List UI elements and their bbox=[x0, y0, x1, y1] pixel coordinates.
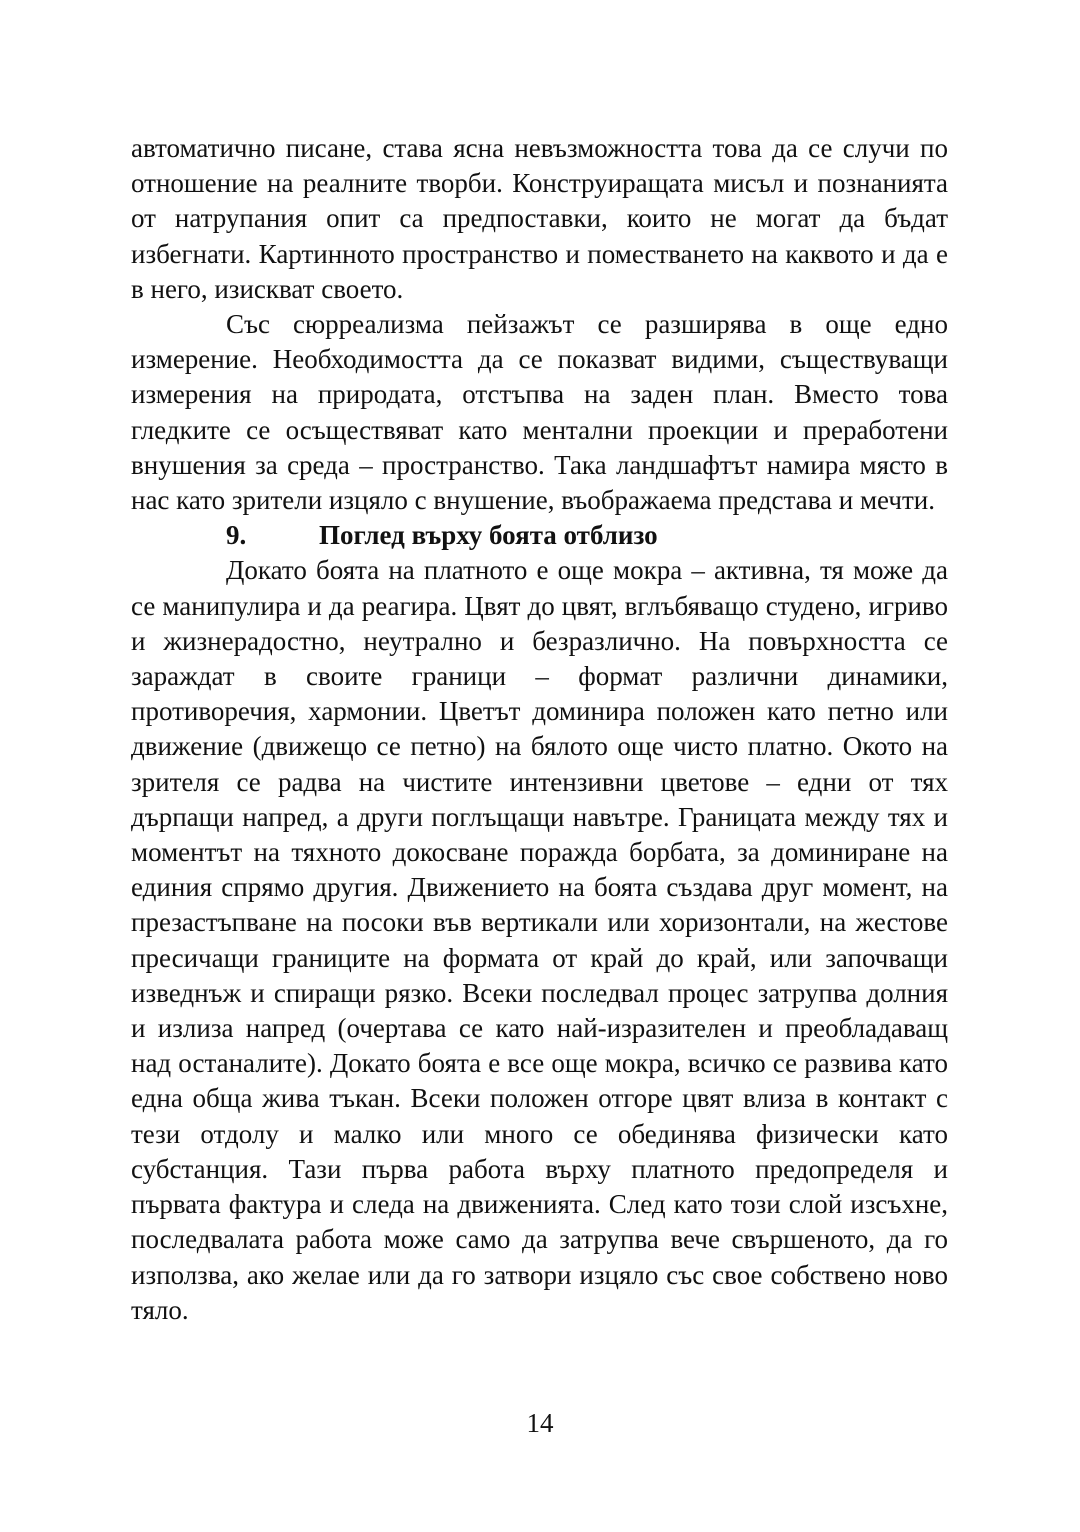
paragraph-continued: автоматично писане, става ясна невъзможността това да се случи по отношение на реалните творби. Конструиращата мисъл и познанията от натрупания опит са предпоставки, които не могат да бъдат избегнати. Картинното пространство и поместването на каквото и да е в него, изискват своето. bbox=[131, 133, 948, 304]
section-number: 9. bbox=[226, 520, 247, 551]
document-page bbox=[131, 131, 948, 1328]
section-title: Поглед върху боята отблизо bbox=[319, 520, 658, 551]
section-heading bbox=[131, 518, 948, 553]
paragraph-paint-closeup: Докато боята на платното е още мокра – активна, тя може да се манипулира и да реагира. Цвят до цвят, вглъбяващо студено, игриво и жизнерадостно, неутрално и безразлично. На повърхността се зараждат в своите граници – формат различни динамики, противоречия, хармонии. Цветът доминира положен като петно или движение (движещо се петно) на бялото още чисто платно. Окото на зрителя се радва на чистите интензивни цветове – едни от тях дърпащи напред, а други поглъщащи навътре. Границата между тях и моментът на тяхното докосване поражда борбата, за доминиране на единия спрямо другия. Движението на боята създава друг момент, на презастъпване на посоки във вертикали или хоризонтали, на жестове пресичащи границите на формата от край до край, или започващи изведнъж и спиращи рязко. Всеки последвал процес затрупва долния и излиза напред (очертава се като най-изразителен и преобладаващ над останалите). Докато боята е все още мокра, всичко се развива като една обща жива тъкан. Всеки положен отгоре цвят влиза в контакт с тези отдолу и малко или много се обединява физически като субстанция. Тази първа работа върху платното предопределя и първата фактура и следа на движенията. След като този слой изсъхне, последвалата работа може само да затрупва вече свършеното, да го използва, ако желае или да го затвори изцяло със свое собствено ново тяло. bbox=[131, 555, 948, 1325]
paragraph-surrealism: Със сюрреализма пейзажът се разширява в още едно измерение. Необходимостта да се показват видими, съществуващи измерения на природата, отстъпва на заден план. Вместо това гледките се осъществяват като ментални проекции и преработени внушения за среда – пространство. Така ландшафтът намира място в нас като зрители изцяло с внушение, въображаема представа и мечти. bbox=[131, 309, 948, 516]
page-number: 14 bbox=[526, 1408, 554, 1438]
